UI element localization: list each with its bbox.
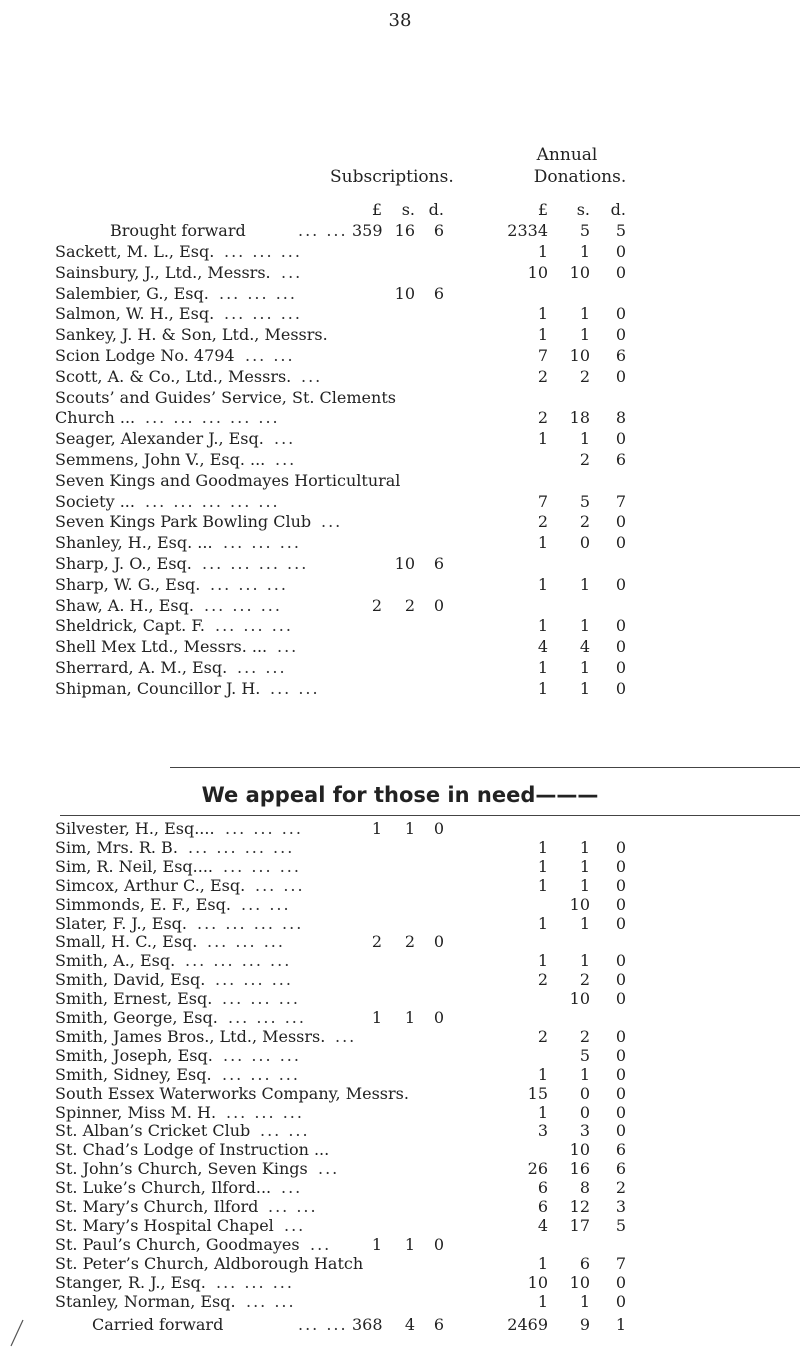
- entry-name: Seven Kings Park Bowling Club: [55, 512, 312, 532]
- subscription-amount: 1: [371, 1234, 382, 1254]
- leader-dots: ...: [301, 366, 323, 386]
- leader-dots: ... ... ... ...: [197, 913, 304, 933]
- donation-amount: 18: [569, 408, 590, 428]
- donation-amount: 0: [615, 894, 626, 914]
- entry-name: St. Chad’s Lodge of Instruction ...: [55, 1140, 330, 1160]
- donation-amount: 0: [615, 366, 626, 386]
- donation-amount: 2: [579, 1026, 590, 1046]
- entry-name: Shaw, A. H., Esq.: [55, 595, 194, 615]
- donation-amount: 0: [615, 574, 626, 594]
- don-pence: 1: [615, 1315, 626, 1334]
- leader-dots: ... ...: [260, 1121, 310, 1141]
- sub-pounds: 368: [352, 1315, 383, 1334]
- donation-amount: 1: [579, 678, 590, 698]
- list-item: [0, 471, 800, 493]
- list-item: [0, 512, 800, 534]
- donation-amount: 10: [569, 989, 590, 1009]
- donation-amount: 10: [569, 1272, 590, 1292]
- list-item: [0, 388, 800, 410]
- entry-name: St. John’s Church, Seven Kings: [55, 1159, 308, 1179]
- leader-dots: ...: [310, 1234, 332, 1254]
- entry-name: Slater, F. J., Esq.: [55, 913, 188, 933]
- leader-dots: ... ... ...: [207, 932, 285, 952]
- divider-rule: [170, 767, 800, 768]
- leader-dots: ... ... ... ... ...: [145, 408, 280, 428]
- list-item: [0, 429, 800, 451]
- leader-dots: ... ... ...: [224, 242, 302, 261]
- leader-dots: ... ... ...: [222, 989, 300, 1009]
- list-item: [0, 304, 800, 326]
- donation-amount: 1: [537, 951, 548, 971]
- subscription-amount: 1: [371, 1008, 382, 1027]
- donation-amount: 0: [615, 325, 626, 345]
- leader-dots: ...: [277, 637, 299, 657]
- list-item: [0, 679, 800, 701]
- list-item: [0, 637, 800, 659]
- don-pence: 5: [615, 221, 626, 240]
- donation-amount: 1: [537, 1102, 548, 1122]
- entry-name: Smith, A., Esq.: [55, 951, 176, 971]
- entry-name: Scion Lodge No. 4794: [55, 346, 235, 365]
- donation-amount: 4: [537, 1215, 548, 1235]
- leader-dots: ... ...: [246, 1291, 296, 1311]
- donation-amount: 1: [537, 658, 548, 677]
- leader-dots: ... ... ...: [226, 1102, 304, 1122]
- donation-amount: 1: [579, 875, 590, 895]
- donation-amount: 2: [537, 970, 548, 990]
- donation-amount: 0: [579, 1102, 590, 1122]
- subscription-amount: 6: [433, 554, 444, 573]
- donation-amount: 0: [615, 533, 626, 553]
- entry-name: Salembier, G., Esq.: [55, 283, 209, 303]
- subscription-amount: 0: [433, 1234, 444, 1254]
- leader-dots: ... ... ...: [219, 283, 297, 303]
- sub-pence: 6: [433, 1315, 444, 1334]
- leader-dots: ... ... ... ...: [185, 951, 292, 971]
- entry-name: St. Peter’s Church, Aldborough Hatch: [55, 1253, 364, 1273]
- leader-dots: ...: [318, 1159, 340, 1179]
- donation-amount: 1: [537, 837, 548, 857]
- donation-amount: 12: [569, 1197, 590, 1216]
- donation-amount: 1: [579, 574, 590, 594]
- brought-forward-row: [0, 221, 800, 243]
- leader-dots: ...: [335, 1026, 357, 1046]
- subscription-amount: 1: [404, 1008, 415, 1027]
- donation-amount: 2: [579, 450, 590, 469]
- entry-name: St. Luke’s Church, Ilford...: [55, 1178, 272, 1198]
- subscription-amount: 10: [394, 554, 415, 573]
- don-pounds: 2334: [507, 221, 548, 240]
- page-number: 38: [388, 10, 412, 31]
- donation-amount: 17: [569, 1215, 590, 1235]
- entry-name: Smith, James Bros., Ltd., Messrs.: [55, 1026, 326, 1046]
- donation-amount: 6: [537, 1197, 548, 1216]
- donation-amount: 1: [537, 1253, 548, 1273]
- subscription-amount: 2: [371, 932, 382, 952]
- donation-amount: 6: [537, 1178, 548, 1198]
- sub-shillings-unit: s.: [401, 200, 415, 219]
- leader-dots: ... ...: [237, 658, 287, 677]
- entry-name: Small, H. C., Esq.: [55, 932, 198, 952]
- donation-amount: 1: [579, 1064, 590, 1084]
- sub-pence: 6: [433, 221, 444, 240]
- donation-amount: 0: [615, 1045, 626, 1065]
- donation-amount: 16: [569, 1159, 590, 1179]
- entry-name: Smith, Joseph, Esq.: [55, 1045, 213, 1065]
- sub-shillings: 4: [404, 1315, 415, 1334]
- donation-amount: 0: [615, 1272, 626, 1292]
- donation-amount: 0: [615, 1064, 626, 1084]
- donation-amount: 0: [615, 837, 626, 857]
- leader-dots: ... ...: [268, 1197, 318, 1216]
- entry-name: Smith, Sidney, Esq.: [55, 1064, 212, 1084]
- donation-amount: 0: [615, 658, 626, 677]
- donation-amount: 0: [615, 637, 626, 657]
- brought-forward-label: Brought forward: [110, 221, 246, 240]
- entry-name: Sheldrick, Capt. F.: [55, 616, 206, 636]
- entry-name: Sim, R. Neil, Esq....: [55, 856, 213, 876]
- donation-amount: 6: [615, 1140, 626, 1160]
- donation-amount: 4: [537, 637, 548, 657]
- donation-amount: 0: [615, 429, 626, 449]
- donation-amount: 1: [537, 875, 548, 895]
- leader-dots: ... ... ... ...: [202, 554, 309, 573]
- leader-dots: ... ... ...: [222, 1064, 300, 1084]
- list-item: [0, 554, 800, 576]
- donation-amount: 0: [615, 989, 626, 1009]
- donation-amount: 5: [579, 491, 590, 511]
- entry-name: Simmonds, E. F., Esq.: [55, 894, 231, 914]
- donation-amount: 10: [569, 1140, 590, 1160]
- donation-amount: 1: [537, 574, 548, 594]
- subscription-amount: 1: [404, 1234, 415, 1254]
- donation-amount: 0: [579, 533, 590, 553]
- donation-amount: 1: [579, 242, 590, 261]
- sub-pence-unit: d.: [428, 200, 444, 219]
- entry-name: Sainsbury, J., Ltd., Messrs.: [55, 262, 271, 282]
- donation-amount: 1: [537, 429, 548, 449]
- entry-name: Salmon, W. H., Esq.: [55, 304, 215, 324]
- donation-amount: 0: [615, 951, 626, 971]
- donation-amount: 0: [579, 1083, 590, 1103]
- list-item: [0, 284, 800, 306]
- donation-amount: 10: [569, 894, 590, 914]
- entry-name: Shipman, Councillor J. H.: [55, 678, 261, 698]
- donation-amount: 7: [615, 491, 626, 511]
- donation-amount: 8: [579, 1178, 590, 1198]
- leader-dots: ...: [274, 429, 296, 449]
- don-shillings: 9: [579, 1315, 590, 1334]
- annual-label: Annual: [536, 145, 598, 165]
- list-item: [0, 533, 800, 555]
- donation-amount: 6: [615, 346, 626, 365]
- leader-dots: ... ... ...: [223, 856, 301, 876]
- subscription-amount: 2: [404, 932, 415, 952]
- leader-dots: ... ...: [255, 875, 305, 895]
- entry-name: Sharp, W. G., Esq.: [55, 574, 201, 594]
- donation-amount: 1: [579, 304, 590, 324]
- entry-name: Smith, David, Esq.: [55, 970, 206, 990]
- leader-dots: ... ... ...: [224, 304, 302, 324]
- list-item: [0, 346, 800, 368]
- list-item: [0, 596, 800, 618]
- list-item: [0, 242, 800, 264]
- leader-dots: ... ...: [241, 894, 291, 914]
- entry-name: Silvester, H., Esq....: [55, 819, 215, 838]
- leader-dots: ... ... ...: [225, 819, 303, 838]
- entry-name: Society ...: [55, 491, 135, 511]
- entry-name: Spinner, Miss M. H.: [55, 1102, 217, 1122]
- donation-amount: 10: [569, 262, 590, 282]
- donation-amount: 2: [537, 408, 548, 428]
- donation-amount: 3: [579, 1121, 590, 1141]
- subscription-amount: 1: [404, 819, 415, 838]
- donation-amount: 1: [537, 325, 548, 345]
- entry-name: St. Paul’s Church, Goodmayes: [55, 1234, 300, 1254]
- entry-name: St. Mary’s Hospital Chapel: [55, 1215, 274, 1235]
- subscription-amount: 6: [433, 283, 444, 303]
- donation-amount: 6: [615, 450, 626, 469]
- donation-amount: 1: [579, 913, 590, 933]
- donation-amount: 0: [615, 678, 626, 698]
- entry-name: Sharp, J. O., Esq.: [55, 554, 192, 573]
- entry-name: Sackett, M. L., Esq.: [55, 242, 215, 261]
- leader-dots: ... ... ...: [210, 574, 288, 594]
- donation-amount: 5: [579, 1045, 590, 1065]
- subscription-amount: 1: [371, 819, 382, 838]
- don-shillings: 5: [579, 221, 590, 240]
- leader-dots: ... ... ...: [228, 1008, 306, 1027]
- donation-amount: 0: [615, 1083, 626, 1103]
- list-item: [0, 450, 800, 472]
- entry-name: South Essex Waterworks Company, Messrs.: [55, 1083, 409, 1103]
- list-item: [0, 658, 800, 680]
- donation-amount: 7: [615, 1253, 626, 1273]
- donation-amount: 0: [615, 1102, 626, 1122]
- subscription-amount: 0: [433, 1008, 444, 1027]
- donation-amount: 15: [527, 1083, 548, 1103]
- donation-amount: 1: [579, 856, 590, 876]
- donation-amount: 1: [579, 429, 590, 449]
- entry-name: Stanley, Norman, Esq.: [55, 1291, 236, 1311]
- leader-dots: ... ...: [245, 346, 295, 365]
- list-item: [0, 408, 800, 430]
- entry-name: Simcox, Arthur C., Esq.: [55, 875, 246, 895]
- donation-amount: 1: [579, 616, 590, 636]
- donation-amount: 0: [615, 856, 626, 876]
- leader-dots: ... ... ...: [215, 970, 293, 990]
- donation-amount: 1: [537, 304, 548, 324]
- subscription-amount: 10: [394, 283, 415, 303]
- leader-dots: ...: [281, 1178, 303, 1198]
- entry-name: Stanger, R. J., Esq.: [55, 1272, 206, 1292]
- pencil-mark-icon: [8, 1318, 26, 1348]
- leader-dots: ... ... ...: [215, 616, 293, 636]
- entry-name: Scouts’ and Guides’ Service, St. Clements: [55, 387, 396, 407]
- don-shillings-unit: s.: [576, 200, 590, 219]
- carried-forward-row: [0, 1315, 800, 1337]
- donation-amount: 0: [615, 1121, 626, 1141]
- donation-amount: 10: [569, 346, 590, 365]
- sub-shillings: 16: [394, 221, 415, 240]
- donation-amount: 0: [615, 1026, 626, 1046]
- donation-amount: 0: [615, 616, 626, 636]
- entry-name: St. Mary’s Church, Ilford: [55, 1197, 259, 1216]
- donation-amount: 7: [537, 346, 548, 365]
- donation-amount: 1: [579, 837, 590, 857]
- donation-amount: 0: [615, 304, 626, 324]
- entry-name: Sherrard, A. M., Esq.: [55, 658, 228, 677]
- leader-dots: ... ... ...: [216, 1272, 294, 1292]
- entry-name: Smith, George, Esq.: [55, 1008, 218, 1027]
- sub-pounds-unit: £: [371, 200, 382, 219]
- donation-amount: 1: [579, 951, 590, 971]
- donation-amount: 1: [537, 533, 548, 553]
- entry-name: Church ...: [55, 408, 136, 428]
- donation-amount: 1: [537, 856, 548, 876]
- donation-amount: 0: [615, 242, 626, 261]
- list-item: [0, 367, 800, 389]
- donation-amount: 1: [579, 1291, 590, 1311]
- donation-amount: 10: [527, 262, 548, 282]
- list-item: [0, 1292, 800, 1314]
- entry-name: Semmens, John V., Esq. ...: [55, 450, 266, 469]
- entry-name: Sankey, J. H. & Son, Ltd., Messrs.: [55, 325, 328, 345]
- don-pounds: 2469: [507, 1315, 548, 1334]
- donation-amount: 1: [537, 678, 548, 698]
- divider-rule: [60, 815, 800, 816]
- leader-dots: ... ... ... ... ...: [145, 491, 280, 511]
- leader-dots: ... ... ...: [223, 1045, 301, 1065]
- leader-dots: ...: [284, 1215, 306, 1235]
- donation-amount: 1: [579, 325, 590, 345]
- donation-amount: 1: [537, 616, 548, 636]
- list-item: [0, 492, 800, 514]
- leader-dots: ...: [275, 450, 297, 469]
- donation-amount: 1: [537, 1291, 548, 1311]
- donation-amount: 4: [579, 637, 590, 657]
- donation-amount: 1: [537, 242, 548, 261]
- leader-dots: ...: [281, 262, 303, 282]
- donation-amount: 6: [579, 1253, 590, 1273]
- leader-dots: ... ...: [298, 221, 348, 240]
- donation-amount: 6: [615, 1159, 626, 1179]
- appeal-banner: We appeal for those in need———: [201, 783, 599, 807]
- donation-amount: 10: [527, 1272, 548, 1292]
- entry-name: Smith, Ernest, Esq.: [55, 989, 213, 1009]
- leader-dots: ... ... ...: [204, 595, 282, 615]
- units-row: [0, 200, 800, 222]
- list-item: [0, 616, 800, 638]
- sub-pounds: 359: [352, 221, 383, 240]
- leader-dots: ... ...: [298, 1315, 348, 1334]
- entry-name: Shell Mex Ltd., Messrs. ...: [55, 637, 268, 657]
- subscription-amount: 2: [404, 595, 415, 615]
- entry-name: Seven Kings and Goodmayes Horticultural: [55, 470, 401, 490]
- don-pounds-unit: £: [537, 200, 548, 219]
- donation-amount: 2: [579, 512, 590, 532]
- donations-header: Donations.: [533, 167, 627, 187]
- donation-amount: 1: [537, 913, 548, 933]
- entry-name: Scott, A. & Co., Ltd., Messrs.: [55, 366, 292, 386]
- donation-amount: 2: [537, 366, 548, 386]
- donation-amount: 2: [579, 366, 590, 386]
- donation-amount: 2: [615, 1178, 626, 1198]
- donation-amount: 2: [537, 512, 548, 532]
- list-item: [0, 325, 800, 347]
- entry-name: Sim, Mrs. R. B.: [55, 837, 178, 857]
- subscription-amount: 0: [433, 819, 444, 838]
- list-item: [0, 575, 800, 597]
- list-item: [0, 263, 800, 285]
- carried-forward-label: Carried forward: [92, 1315, 224, 1334]
- entry-name: St. Alban’s Cricket Club: [55, 1121, 251, 1141]
- donation-amount: 3: [615, 1197, 626, 1216]
- don-pence-unit: d.: [610, 200, 626, 219]
- donation-amount: 2: [579, 970, 590, 990]
- donation-amount: 7: [537, 491, 548, 511]
- leader-dots: ...: [321, 512, 343, 532]
- subscriptions-header: Subscriptions.: [330, 167, 454, 187]
- donation-amount: 3: [537, 1121, 548, 1141]
- donation-amount: 0: [615, 970, 626, 990]
- entry-name: Shanley, H., Esq. ...: [55, 533, 213, 553]
- donation-amount: 1: [537, 1064, 548, 1084]
- donation-amount: 8: [615, 408, 626, 428]
- subscription-amount: 0: [433, 932, 444, 952]
- donation-amount: 0: [615, 1291, 626, 1311]
- donation-amount: 26: [527, 1159, 548, 1179]
- donation-amount: 0: [615, 262, 626, 282]
- subscription-amount: 0: [433, 595, 444, 615]
- donation-amount: 0: [615, 512, 626, 532]
- donation-amount: 1: [579, 658, 590, 677]
- entry-name: Seager, Alexander J., Esq.: [55, 429, 264, 449]
- subscription-amount: 2: [371, 595, 382, 615]
- donation-amount: 0: [615, 875, 626, 895]
- donation-amount: 2: [537, 1026, 548, 1046]
- leader-dots: ... ... ...: [223, 533, 301, 553]
- leader-dots: ... ... ... ...: [188, 837, 295, 857]
- donation-amount: 0: [615, 913, 626, 933]
- donation-amount: 5: [615, 1215, 626, 1235]
- leader-dots: ... ...: [270, 678, 320, 698]
